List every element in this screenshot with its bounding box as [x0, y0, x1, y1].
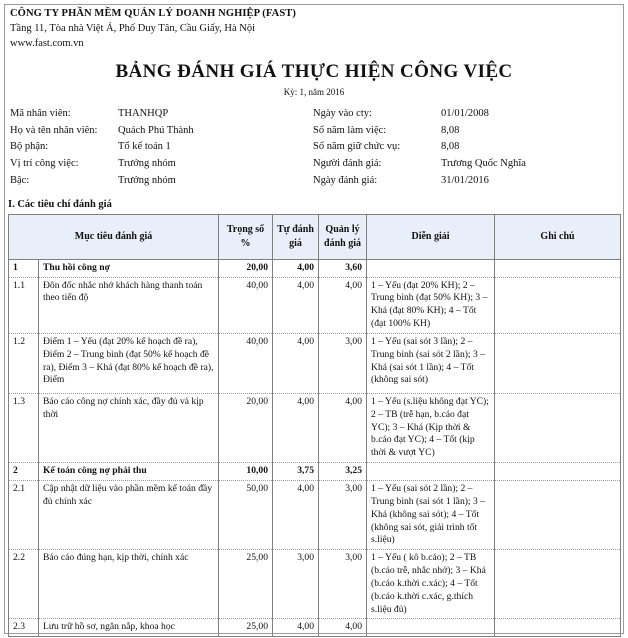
column-header-goal: Mục tiêu đánh giá — [9, 214, 219, 259]
row-goal: Đôn đốc nhắc nhớ khách hàng thanh toán theo tiến độ — [39, 277, 219, 333]
info-value-years-worked: 8,08 — [441, 124, 460, 136]
row-manager-score: 4,00 — [319, 277, 367, 333]
row-self-score: 4,00 — [273, 333, 319, 393]
row-note — [495, 259, 621, 277]
row-manager-score: 3,00 — [319, 333, 367, 393]
table-row — [9, 550, 621, 619]
row-note — [495, 393, 621, 462]
page-frame-top — [4, 4, 624, 5]
row-manager-score: 3,60 — [319, 259, 367, 277]
row-index: 2.2 — [9, 550, 39, 619]
row-goal: Lưu trữ hồ sơ, ngăn nắp, khoa học — [39, 619, 219, 637]
row-explanation: 1 – Yếu (sai sót 3 lần); 2 – Trung bình (sai sót 2 lần); 3 – Khá (sai sót 1 lần); 4 – Tốt (không sai sót) — [367, 333, 495, 393]
evaluation-criteria-table — [8, 214, 621, 638]
company-header — [0, 0, 628, 52]
row-index: 2.1 — [9, 480, 39, 549]
row-self-score: 4,00 — [273, 480, 319, 549]
info-label-grade: Bậc: — [10, 174, 30, 186]
info-label-employee-code: Mã nhân viên: — [10, 107, 71, 119]
row-self-score: 4,00 — [273, 259, 319, 277]
info-value-job-position: Trưởng nhóm — [118, 158, 176, 170]
row-index: 2.3 — [9, 619, 39, 637]
table-row-group — [9, 463, 621, 481]
page-frame-bottom — [4, 633, 624, 634]
row-self-score: 3,00 — [273, 550, 319, 619]
info-value-reviewer: Trương Quốc Nghĩa — [441, 158, 526, 170]
page-frame-right — [623, 4, 624, 634]
row-self-score: 4,00 — [273, 619, 319, 637]
row-note — [495, 333, 621, 393]
row-weight: 25,00 — [219, 619, 273, 637]
row-manager-score: 3,00 — [319, 480, 367, 549]
row-weight: 20,00 — [219, 393, 273, 462]
row-index: 1 — [9, 259, 39, 277]
info-value-employee-code: THANHQP — [118, 107, 169, 119]
row-weight: 40,00 — [219, 333, 273, 393]
row-goal: Báo cáo công nợ chính xác, đầy đủ và kịp thời — [39, 393, 219, 462]
row-manager-score: 3,25 — [319, 463, 367, 481]
row-index: 1.2 — [9, 333, 39, 393]
info-label-job-position: Vị trí công việc: — [10, 158, 79, 170]
row-explanation: 1 – Yếu ( kô b.cáo); 2 – TB (b.cáo trễ, nhắc nhở); 3 – Khá (b.cáo k.thời c.xác); 4 – Tốt (b.cáo k.thời c.xác, g.thích s.liệu đủ) — [367, 550, 495, 619]
row-self-score: 4,00 — [273, 277, 319, 333]
row-weight: 40,00 — [219, 277, 273, 333]
company-address: Tầng 11, Tòa nhà Việt Á, Phố Duy Tân, Cầu Giấy, Hà Nội — [10, 22, 256, 34]
row-goal: Báo cáo đúng hạn, kịp thời, chính xác — [39, 550, 219, 619]
page-subtitle: Kỳ: 1, năm 2016 — [283, 86, 345, 97]
table-row-group — [9, 259, 621, 277]
info-label-join-date: Ngày vào cty: — [313, 107, 372, 119]
table-body — [9, 259, 621, 637]
row-explanation — [367, 259, 495, 277]
table-row — [9, 393, 621, 462]
row-manager-score: 4,00 — [319, 393, 367, 462]
row-manager-score: 4,00 — [319, 619, 367, 637]
row-goal: Thu hồi công nợ — [39, 259, 219, 277]
row-index: 1.1 — [9, 277, 39, 333]
row-index: 2 — [9, 463, 39, 481]
employee-info-grid — [0, 106, 628, 190]
info-value-review-date: 31/01/2016 — [441, 174, 489, 186]
row-self-score: 3,75 — [273, 463, 319, 481]
info-value-employee-name: Quách Phú Thành — [118, 124, 194, 136]
info-label-reviewer: Người đánh giá: — [313, 158, 382, 170]
row-explanation — [367, 463, 495, 481]
row-goal: Điểm 1 – Yếu (đạt 20% kế hoạch đề ra), Điểm 2 – Trung bình (đạt 50% kế hoạch đề ra), Điểm 3 – Khá (đạt 80% kế hoạch đề ra), Điểm — [39, 333, 219, 393]
info-label-years-in-role: Số năm giữ chức vụ: — [313, 141, 401, 153]
table-row — [9, 277, 621, 333]
info-value-grade: Trưởng nhóm — [118, 174, 176, 186]
info-label-review-date: Ngày đánh giá: — [313, 174, 378, 186]
row-weight: 20,00 — [219, 259, 273, 277]
row-self-score: 4,00 — [273, 393, 319, 462]
row-explanation: 1 – Yếu (đạt 20% KH); 2 – Trung bình (đạt 50% KH); 3 – Khá (đạt 80% KH); 4 – Tốt (đạt 100% KH) — [367, 277, 495, 333]
row-weight: 50,00 — [219, 480, 273, 549]
info-label-employee-name: Họ và tên nhân viên: — [10, 124, 98, 136]
company-website: www.fast.com.vn — [10, 37, 84, 49]
row-goal: Kế toán công nợ phải thu — [39, 463, 219, 481]
row-note — [495, 619, 621, 637]
row-index: 1.3 — [9, 393, 39, 462]
page-frame-left — [4, 4, 5, 634]
row-goal: Cập nhật dữ liệu vào phần mềm kế toán đầy đủ chính xác — [39, 480, 219, 549]
info-value-join-date: 01/01/2008 — [441, 107, 489, 119]
row-explanation: 1 – Yếu (s.liệu không đạt YC); 2 – TB (trễ hạn, b.cáo đạt YC); 3 – Khá (Kịp thời & b.cáo đạt YC); 4 – Tốt (kịp thời & vượt YC) — [367, 393, 495, 462]
row-note — [495, 480, 621, 549]
info-value-years-in-role: 8,08 — [441, 141, 460, 153]
row-weight: 10,00 — [219, 463, 273, 481]
info-value-department: Tổ kế toán 1 — [118, 141, 171, 153]
table-row — [9, 480, 621, 549]
column-header-self-score: Tự đánh giá — [273, 214, 319, 259]
row-explanation — [367, 619, 495, 637]
table-header-row — [9, 214, 621, 259]
info-label-years-worked: Số năm làm việc: — [313, 124, 387, 136]
column-header-manager-score: Quản lý đánh giá — [319, 214, 367, 259]
section-heading: I. Các tiêu chí đánh giá — [8, 198, 112, 210]
column-header-weight: Trọng số % — [219, 214, 273, 259]
column-header-note: Ghi chú — [495, 214, 621, 259]
row-note — [495, 277, 621, 333]
info-label-department: Bộ phận: — [10, 141, 49, 153]
row-weight: 25,00 — [219, 550, 273, 619]
row-explanation: 1 – Yếu (sai sót 2 lần); 2 – Trung bình (sai sót 1 lần); 3 – Khá (không sai sót); 4 – Tốt (không sai sót, giải trình tốt s.liệu) — [367, 480, 495, 549]
row-note — [495, 550, 621, 619]
row-note — [495, 463, 621, 481]
table-row — [9, 333, 621, 393]
page-title: BẢNG ĐÁNH GIÁ THỰC HIỆN CÔNG VIỆC — [115, 60, 513, 82]
table-row — [9, 619, 621, 637]
company-name: CÔNG TY PHẦN MỀM QUẢN LÝ DOANH NGHIỆP (FAST) — [10, 8, 296, 19]
column-header-explanation: Diễn giải — [367, 214, 495, 259]
row-manager-score: 3,00 — [319, 550, 367, 619]
